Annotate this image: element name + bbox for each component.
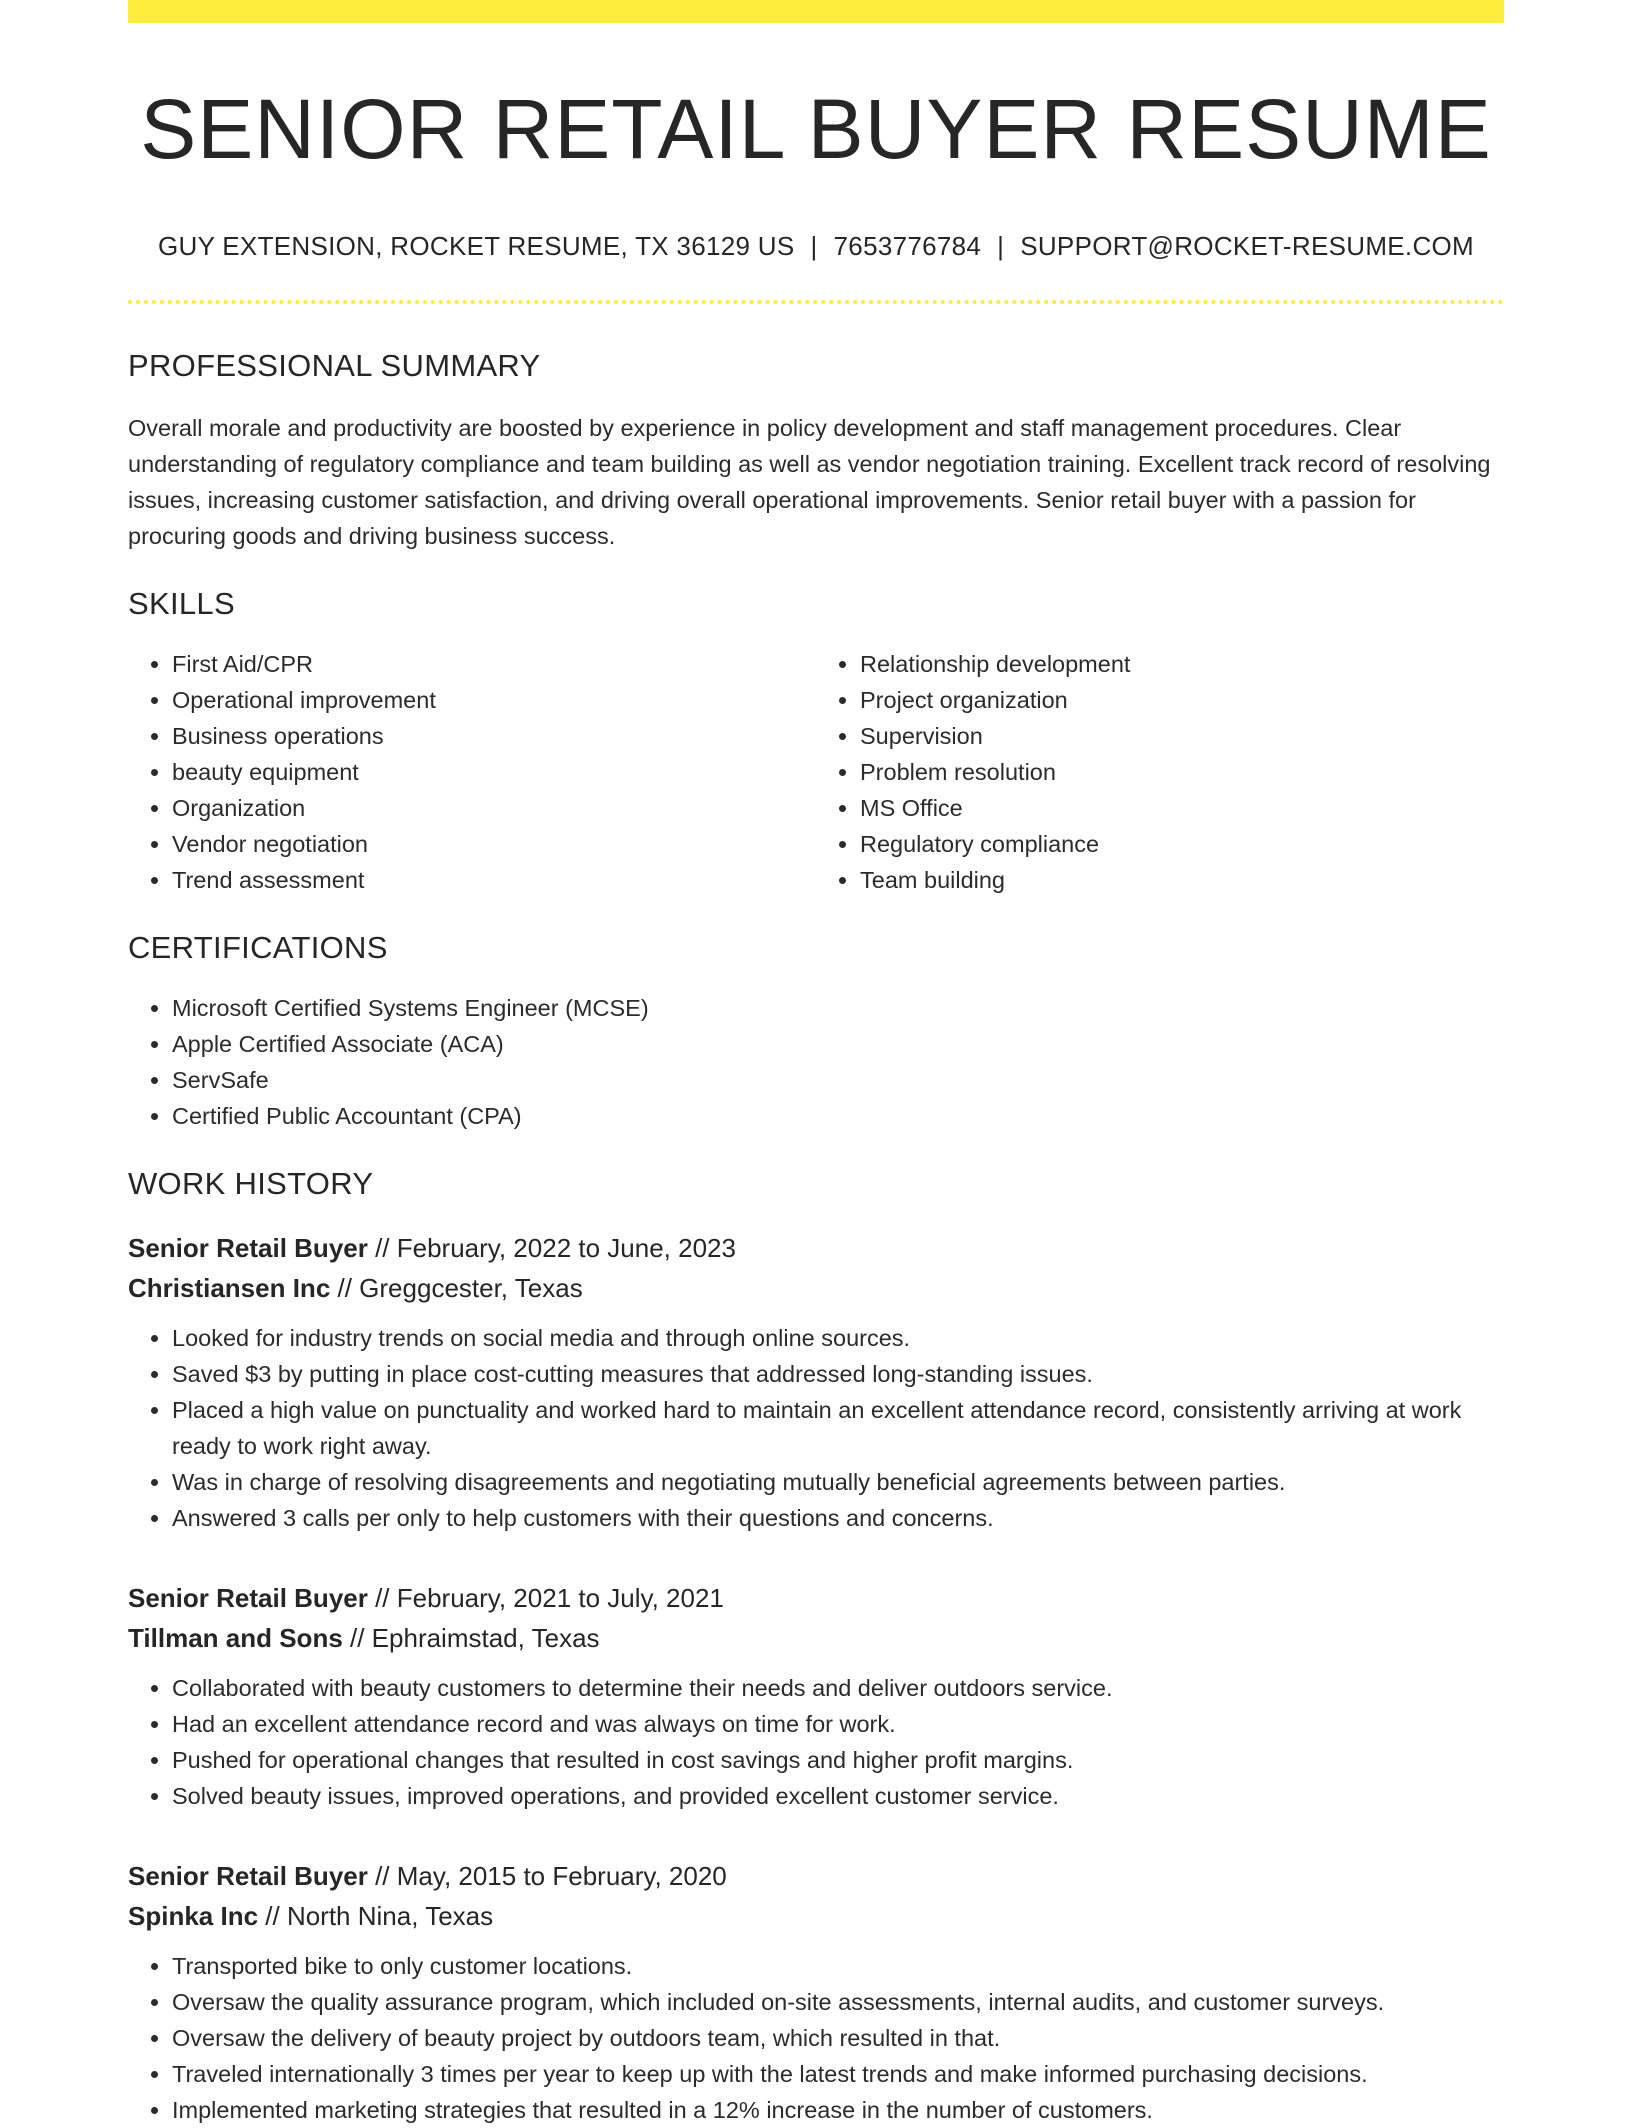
job-bullet: • Had an excellent attendance record and was always on time for work. bbox=[172, 1706, 1504, 1742]
skill-item: • Organization bbox=[172, 790, 816, 826]
job-dates: // February, 2022 to June, 2023 bbox=[367, 1233, 736, 1264]
contact-line bbox=[128, 231, 1504, 262]
job-bullet: • Saved $3 by putting in place cost-cutting measures that addressed long-standing issues. bbox=[172, 1356, 1504, 1392]
job-title-line bbox=[128, 1228, 1504, 1268]
skill-item: • MS Office bbox=[860, 790, 1504, 826]
job-location: // Ephraimstad, Texas bbox=[342, 1623, 600, 1654]
job-role: Senior Retail Buyer bbox=[128, 1583, 368, 1614]
job-company: Spinka Inc bbox=[128, 1901, 259, 1932]
skills-right-list bbox=[816, 646, 1504, 898]
job-bullets bbox=[128, 1948, 1504, 2128]
job-bullet: • Placed a high value on punctuality and worked hard to maintain an excellent attendance record, consistently arriving at work ready to work right away. bbox=[172, 1392, 1504, 1464]
job-bullet: • Traveled internationally 3 times per year to keep up with the latest trends and make informed purchasing decisions. bbox=[172, 2056, 1504, 2092]
work-history-list bbox=[128, 1228, 1504, 2128]
certifications-list bbox=[128, 990, 1504, 1134]
job-bullet: • Transported bike to only customer locations. bbox=[172, 1948, 1504, 1984]
job-bullet: • Answered 3 calls per only to help customers with their questions and concerns. bbox=[172, 1500, 1504, 1536]
skill-item: • Operational improvement bbox=[172, 682, 816, 718]
job-bullet: • Oversaw the quality assurance program, which included on-site assessments, internal audits, and customer surveys. bbox=[172, 1984, 1504, 2020]
job-role: Senior Retail Buyer bbox=[128, 1233, 368, 1264]
job-location: // North Nina, Texas bbox=[258, 1901, 494, 1932]
job-company-line bbox=[128, 1268, 1504, 1308]
job-bullet: • Looked for industry trends on social media and through online sources. bbox=[172, 1320, 1504, 1356]
job-title-line bbox=[128, 1578, 1504, 1618]
dotted-divider bbox=[128, 300, 1504, 304]
skills-columns bbox=[128, 646, 1504, 898]
skill-item: • Relationship development bbox=[860, 646, 1504, 682]
contact-address: GUY EXTENSION, ROCKET RESUME, TX 36129 US bbox=[157, 231, 795, 262]
skill-item: • Vendor negotiation bbox=[172, 826, 816, 862]
contact-email: SUPPORT@ROCKET-RESUME.COM bbox=[1020, 231, 1475, 262]
job-role: Senior Retail Buyer bbox=[128, 1861, 368, 1892]
contact-separator: | bbox=[997, 231, 1005, 262]
certification-item: • ServSafe bbox=[172, 1062, 1504, 1098]
job-company: Christiansen Inc bbox=[128, 1273, 331, 1304]
skill-item: • Business operations bbox=[172, 718, 816, 754]
job-bullet: • Oversaw the delivery of beauty project by outdoors team, which resulted in that. bbox=[172, 2020, 1504, 2056]
resume-page bbox=[128, 0, 1504, 2128]
job-bullets bbox=[128, 1670, 1504, 1814]
job-bullet: • Was in charge of resolving disagreements and negotiating mutually beneficial agreements between parties. bbox=[172, 1464, 1504, 1500]
job-company-line bbox=[128, 1618, 1504, 1658]
certification-item: • Microsoft Certified Systems Engineer (MCSE) bbox=[172, 990, 1504, 1026]
job-bullets bbox=[128, 1320, 1504, 1536]
job-title-line bbox=[128, 1856, 1504, 1896]
skill-item: • Team building bbox=[860, 862, 1504, 898]
skill-item: • First Aid/CPR bbox=[172, 646, 816, 682]
resume-title: SENIOR RETAIL BUYER RESUME bbox=[140, 82, 1492, 176]
job-entry bbox=[128, 1856, 1504, 2128]
contact-phone: 7653776784 bbox=[833, 231, 982, 262]
contact-separator: | bbox=[810, 231, 818, 262]
skills-left-list bbox=[128, 646, 816, 898]
job-company-line bbox=[128, 1896, 1504, 1936]
certification-item: • Apple Certified Associate (ACA) bbox=[172, 1026, 1504, 1062]
top-accent-bar bbox=[128, 0, 1504, 23]
skill-item: • Supervision bbox=[860, 718, 1504, 754]
summary-heading: PROFESSIONAL SUMMARY bbox=[128, 348, 541, 384]
skill-item: • beauty equipment bbox=[172, 754, 816, 790]
summary-text: Overall morale and productivity are boosted by experience in policy development and staff management procedures. Clear understanding of regulatory compliance and team building as well as vendor negotiation training. Excellent track record of resolving issues, increasing customer satisfaction, and driving overall operational improvements. Senior retail buyer with a passion for procuring goods and driving business success. bbox=[128, 415, 1491, 550]
job-dates: // May, 2015 to February, 2020 bbox=[367, 1861, 727, 1892]
certifications-heading: CERTIFICATIONS bbox=[128, 930, 388, 966]
job-bullet: • Implemented marketing strategies that resulted in a 12% increase in the number of customers. bbox=[172, 2092, 1504, 2128]
job-bullet: • Solved beauty issues, improved operations, and provided excellent customer service. bbox=[172, 1778, 1504, 1814]
job-dates: // February, 2021 to July, 2021 bbox=[367, 1583, 724, 1614]
skill-item: • Project organization bbox=[860, 682, 1504, 718]
skills-heading: SKILLS bbox=[128, 586, 235, 622]
job-bullet: • Collaborated with beauty customers to determine their needs and deliver outdoors service. bbox=[172, 1670, 1504, 1706]
skill-item: • Regulatory compliance bbox=[860, 826, 1504, 862]
job-company: Tillman and Sons bbox=[128, 1623, 343, 1654]
skill-item: • Problem resolution bbox=[860, 754, 1504, 790]
work-history-heading: WORK HISTORY bbox=[128, 1166, 374, 1202]
job-bullet: • Pushed for operational changes that resulted in cost savings and higher profit margins. bbox=[172, 1742, 1504, 1778]
certification-item: • Certified Public Accountant (CPA) bbox=[172, 1098, 1504, 1134]
job-location: // Greggcester, Texas bbox=[330, 1273, 583, 1304]
skill-item: • Trend assessment bbox=[172, 862, 816, 898]
job-entry bbox=[128, 1578, 1504, 1814]
job-entry bbox=[128, 1228, 1504, 1536]
